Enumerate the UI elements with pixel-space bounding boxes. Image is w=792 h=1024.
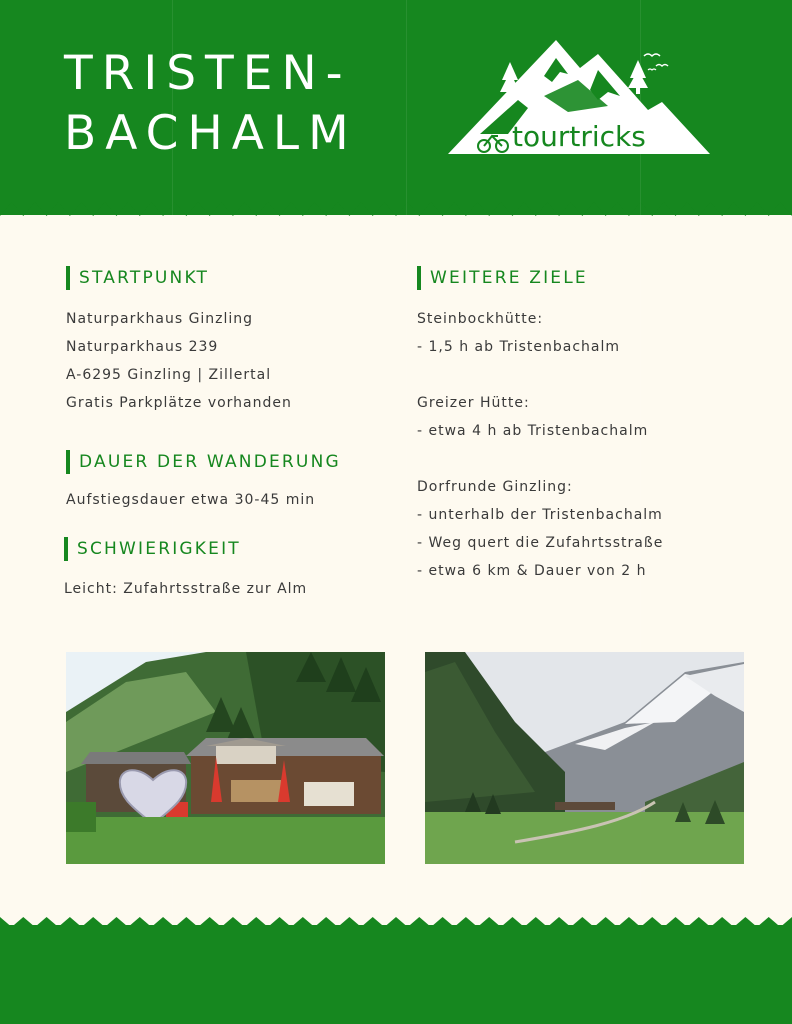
footer-band: [0, 925, 792, 1024]
dauer-heading-label: DAUER DER WANDERUNG: [79, 452, 341, 472]
schwierigkeit-heading-label: SCHWIERIGKEIT: [77, 539, 241, 559]
startpunkt-line: Naturparkhaus Ginzling: [66, 311, 254, 327]
dauer-text: [66, 486, 315, 514]
dauer-heading: [66, 450, 341, 474]
ziele-line: - unterhalb der Tristenbachalm: [417, 507, 663, 523]
schwierigkeit-text: [64, 575, 307, 603]
startpunkt-line: Naturparkhaus 239: [66, 339, 219, 355]
heading-accent-bar: [66, 266, 70, 290]
heading-accent-bar: [66, 450, 70, 474]
page-title: [64, 44, 358, 164]
logo-wordmark: tourtricks: [512, 120, 646, 153]
ziele-line: - etwa 4 h ab Tristenbachalm: [417, 423, 649, 439]
ziele-line: - etwa 6 km & Dauer von 2 h: [417, 563, 647, 579]
startpunkt-line: Gratis Parkplätze vorhanden: [66, 395, 292, 411]
heading-accent-bar: [64, 537, 68, 561]
weitere-ziele-heading-label: WEITERE ZIELE: [430, 268, 588, 288]
ziele-line: [417, 361, 663, 389]
startpunkt-text: [66, 305, 292, 417]
ziele-line: [417, 445, 663, 473]
dauer-line: Aufstiegsdauer etwa 30-45 min: [66, 492, 316, 508]
weitere-ziele-heading: [417, 266, 588, 290]
photo-alm-hut: [66, 652, 385, 864]
title-line-2: BACHALM: [64, 106, 358, 161]
schwierigkeit-heading: [64, 537, 241, 561]
startpunkt-line: A-6295 Ginzling | Zillertal: [66, 367, 272, 383]
ziele-line: - 1,5 h ab Tristenbachalm: [417, 339, 621, 355]
header-zigzag-edge: [0, 196, 792, 216]
ziele-line: Greizer Hütte:: [417, 395, 530, 411]
photo-valley: [425, 652, 744, 864]
schwierigkeit-line: Leicht: Zufahrtsstraße zur Alm: [64, 581, 308, 597]
ziele-line: Steinbockhütte:: [417, 311, 544, 327]
title-line-1: TRISTEN-: [64, 46, 352, 101]
heading-accent-bar: [417, 266, 421, 290]
fold-line: [406, 0, 407, 1024]
startpunkt-heading-label: STARTPUNKT: [79, 268, 210, 288]
weitere-ziele-text: [417, 305, 663, 585]
ziele-line: - Weg quert die Zufahrtsstraße: [417, 535, 664, 551]
startpunkt-heading: [66, 266, 209, 290]
ziele-line: Dorfrunde Ginzling:: [417, 479, 573, 495]
